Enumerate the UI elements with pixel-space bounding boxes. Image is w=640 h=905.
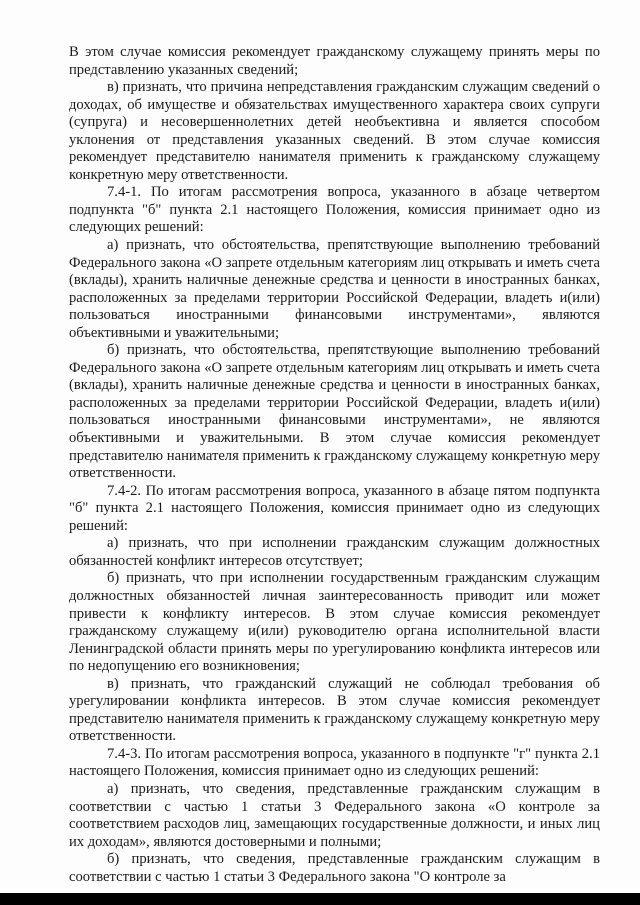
paragraph-7-4-1-a: а) признать, что обстоятельства, препятствующие выполнению требований Федерального закона «О запрете отдельным категориям лиц открывать и иметь счета (вклады), хранить наличные денежные средства и ценности в иностранных банках, расположенных за пределами территории Российской Федерации, владеть и(или) пользоваться иностранными финансовыми инструментами», являются объективными и уважительными; xyxy=(69,237,600,341)
paragraph-7-4-1-b: б) признать, что обстоятельства, препятствующие выполнению требований Федерального закона «О запрете отдельным категориям лиц открывать и иметь счета (вклады), хранить наличные денежные средства и ценности в иностранных банках, расположенных за пределами территории Российской Федерации, владеть и(или) пользоваться иностранными финансовыми инструментами», не являются объективными и уважительными. В этом случае комиссия рекомендует представителю нанимателя применить к гражданскому служащему конкретную меру ответственности. xyxy=(69,342,600,482)
paragraph-7-4-2: 7.4-2. По итогам рассмотрения вопроса, указанного в абзаце пятом подпункта "б" пункта 2.1 настоящего Положения, комиссия принимает одно из следующих решений: xyxy=(69,482,600,534)
paragraph-7-4-3-a: а) признать, что сведения, представленные гражданским служащим в соответствии с частью 1 статьи 3 Федерального закона «О контроле за соответствием расходов лиц, замещающих государственные должности, и иных лиц их доходам», являются достоверными и полными; xyxy=(69,780,600,850)
document-body xyxy=(69,44,600,886)
paragraph-7-4-3-b: б) признать, что сведения, представленные гражданским служащим в соответствии с частью 1 статьи 3 Федерального закона "О контроле за xyxy=(69,851,600,885)
paragraph-7-4-2-a: а) признать, что при исполнении гражданским служащим должностных обязанностей конфликт интересов отсутствует; xyxy=(69,535,600,569)
scan-bottom-edge xyxy=(0,893,640,905)
paragraph-continuation: В этом случае комиссия рекомендует гражданскому служащему принять меры по представлению указанных сведений; xyxy=(69,44,600,78)
paragraph-7-4-3: 7.4-3. По итогам рассмотрения вопроса, указанного в подпункте "г" пункта 2.1 настоящего Положения, комиссия принимает одно из следующих решений: xyxy=(69,745,600,780)
paragraph-item-v: в) признать, что причина непредставления гражданским служащим сведений о доходах, об имуществе и обязательствах имущественного характера своих супруги (супруга) и несовершеннолетних детей необъективна и является способом уклонения от представления указанных сведений. В этом случае комиссия рекомендует представителю нанимателя применить к гражданскому служащему конкретную меру ответственности. xyxy=(69,79,600,183)
paragraph-7-4-1: 7.4-1. По итогам рассмотрения вопроса, указанного в абзаце четвертом подпункта "б" пункта 2.1 настоящего Положения, комиссия принимает одно из следующих решений: xyxy=(69,184,600,236)
paragraph-7-4-2-b: б) признать, что при исполнении государственным гражданским служащим должностных обязанностей личная заинтересованность приводит или может привести к конфликту интересов. В этом случае комиссия рекомендует гражданскому служащему и(или) руководителю органа исполнительной власти Ленинградской области принять меры по урегулированию конфликта интересов или по недопущению его возникновения; xyxy=(69,570,600,675)
paragraph-7-4-2-v: в) признать, что гражданский служащий не соблюдал требования об урегулировании конфликта интересов. В этом случае комиссия рекомендует представителю нанимателя применить к гражданскому служащему конкретную меру ответственности. xyxy=(69,675,600,745)
